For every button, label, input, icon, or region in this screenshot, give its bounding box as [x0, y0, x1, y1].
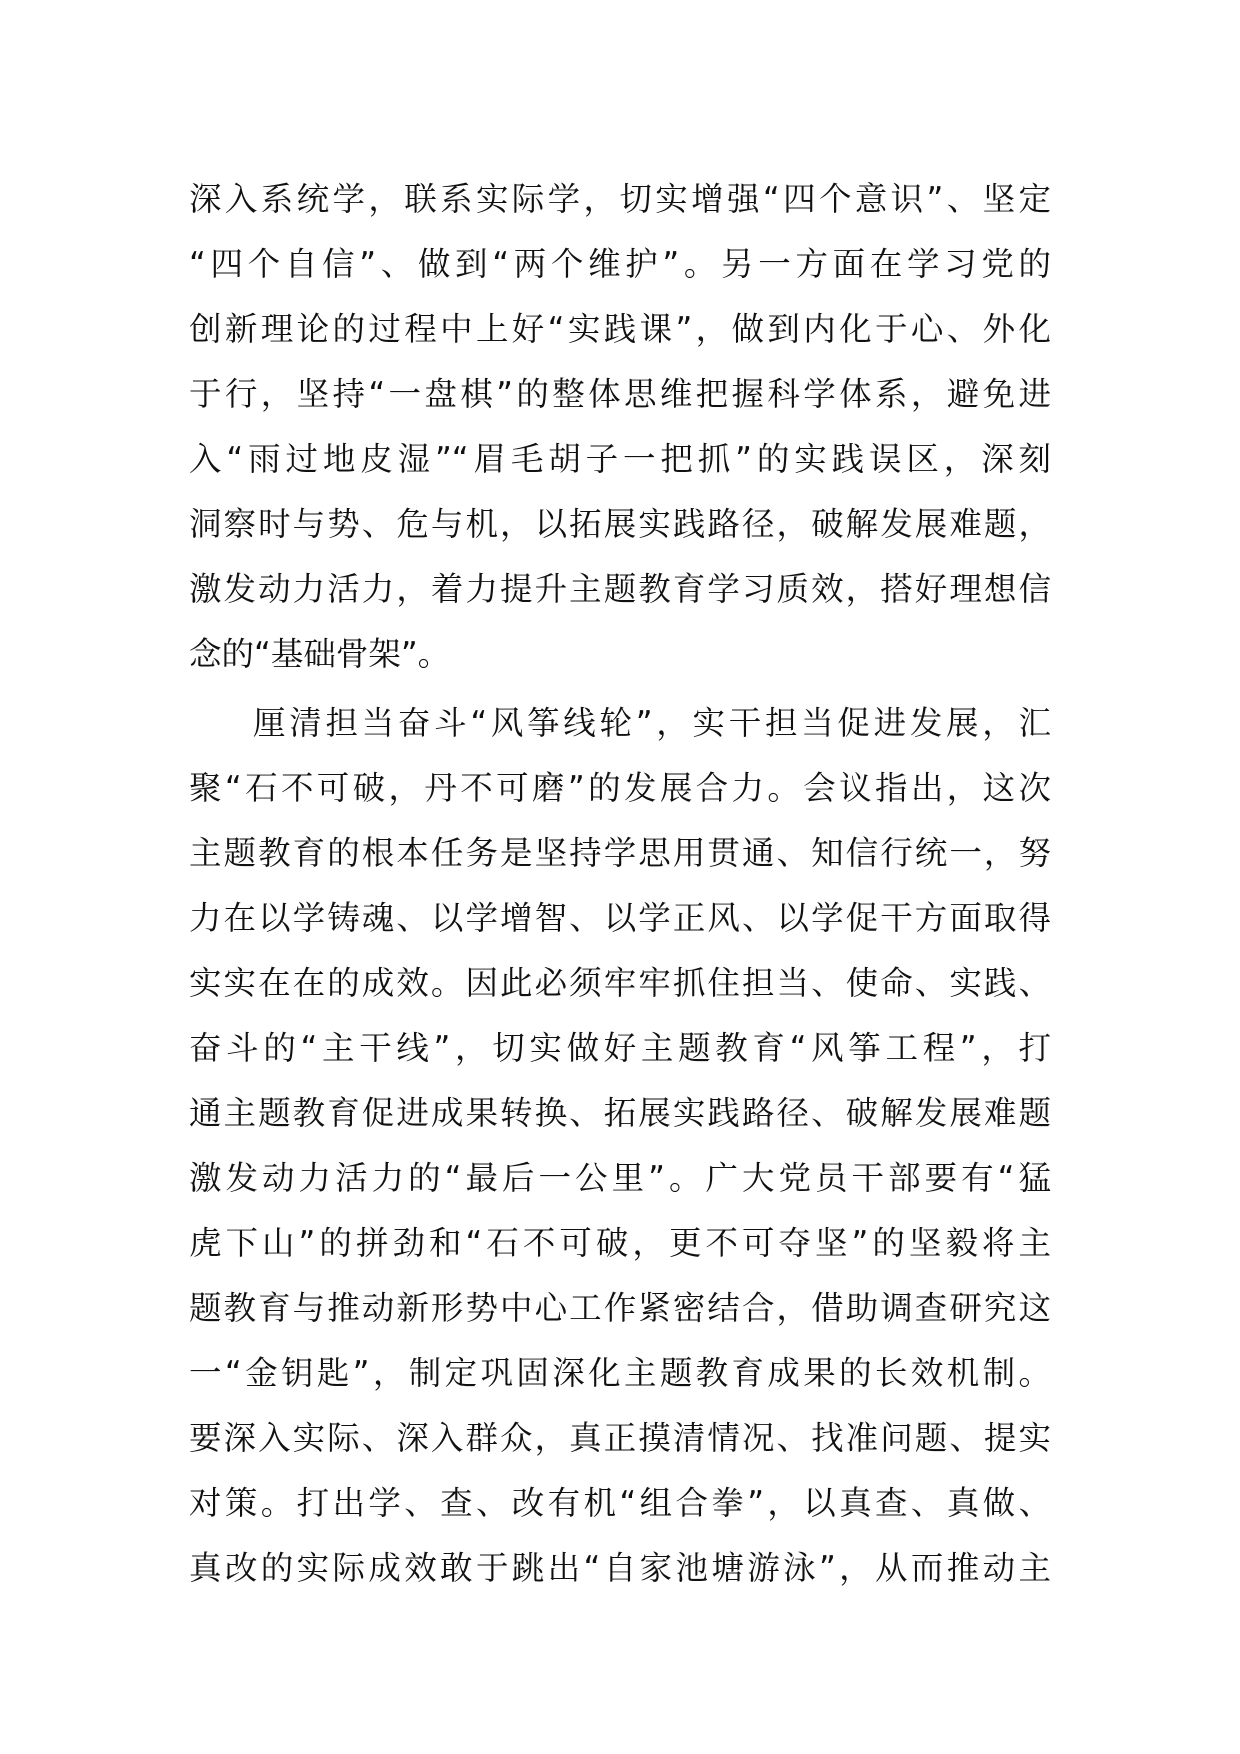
text-line: 深入系统学，联系实际学，切实增强“四个意识”、坚定	[189, 180, 1051, 218]
text-line: 通主题教育促进成果转换、拓展实践路径、破解发展难题	[189, 1094, 1051, 1132]
text-line: 真改的实际成效敢于跳出“自家池塘游泳”，从而推动主	[189, 1549, 1051, 1587]
text-line: 厘清担当奋斗“风筝线轮”，实干担当促进发展，汇	[253, 704, 1051, 742]
text-line: 虎下山”的拼劲和“石不可破，更不可夺坚”的坚毅将主	[189, 1224, 1051, 1262]
paragraph-1	[189, 167, 1051, 687]
text-line: 奋斗的“主干线”，切实做好主题教育“风筝工程”，打	[189, 1029, 1051, 1067]
text-line: 主题教育的根本任务是坚持学思用贯通、知信行统一，努	[189, 834, 1051, 872]
text-line: 要深入实际、深入群众，真正摸清情况、找准问题、提实	[189, 1419, 1051, 1457]
text-line: 创新理论的过程中上好“实践课”，做到内化于心、外化	[189, 310, 1051, 348]
text-line: 激发动力活力的“最后一公里”。广大党员干部要有“猛	[189, 1159, 1051, 1197]
text-line: 念的“基础骨架”。	[189, 635, 451, 673]
text-line: 实实在在的成效。因此必须牢牢抓住担当、使命、实践、	[189, 964, 1051, 1002]
body-text	[189, 167, 1051, 1601]
text-line: 入“雨过地皮湿”“眉毛胡子一把抓”的实践误区，深刻	[189, 440, 1051, 478]
paragraph-2	[189, 691, 1051, 1601]
text-line: 题教育与推动新形势中心工作紧密结合，借助调查研究这	[189, 1289, 1051, 1327]
text-line: 于行，坚持“一盘棋”的整体思维把握科学体系，避免进	[189, 375, 1051, 413]
text-line: 聚“石不可破，丹不可磨”的发展合力。会议指出，这次	[189, 769, 1051, 807]
text-line: “四个自信”、做到“两个维护”。另一方面在学习党的	[189, 245, 1051, 283]
text-line: 对策。打出学、查、改有机“组合拳”，以真查、真做、	[189, 1484, 1051, 1522]
text-line: 一“金钥匙”，制定巩固深化主题教育成果的长效机制。	[189, 1354, 1051, 1392]
text-line: 洞察时与势、危与机，以拓展实践路径，破解发展难题，	[189, 505, 1051, 543]
text-line: 激发动力活力，着力提升主题教育学习质效，搭好理想信	[189, 570, 1051, 608]
text-line: 力在以学铸魂、以学增智、以学正风、以学促干方面取得	[189, 899, 1051, 937]
